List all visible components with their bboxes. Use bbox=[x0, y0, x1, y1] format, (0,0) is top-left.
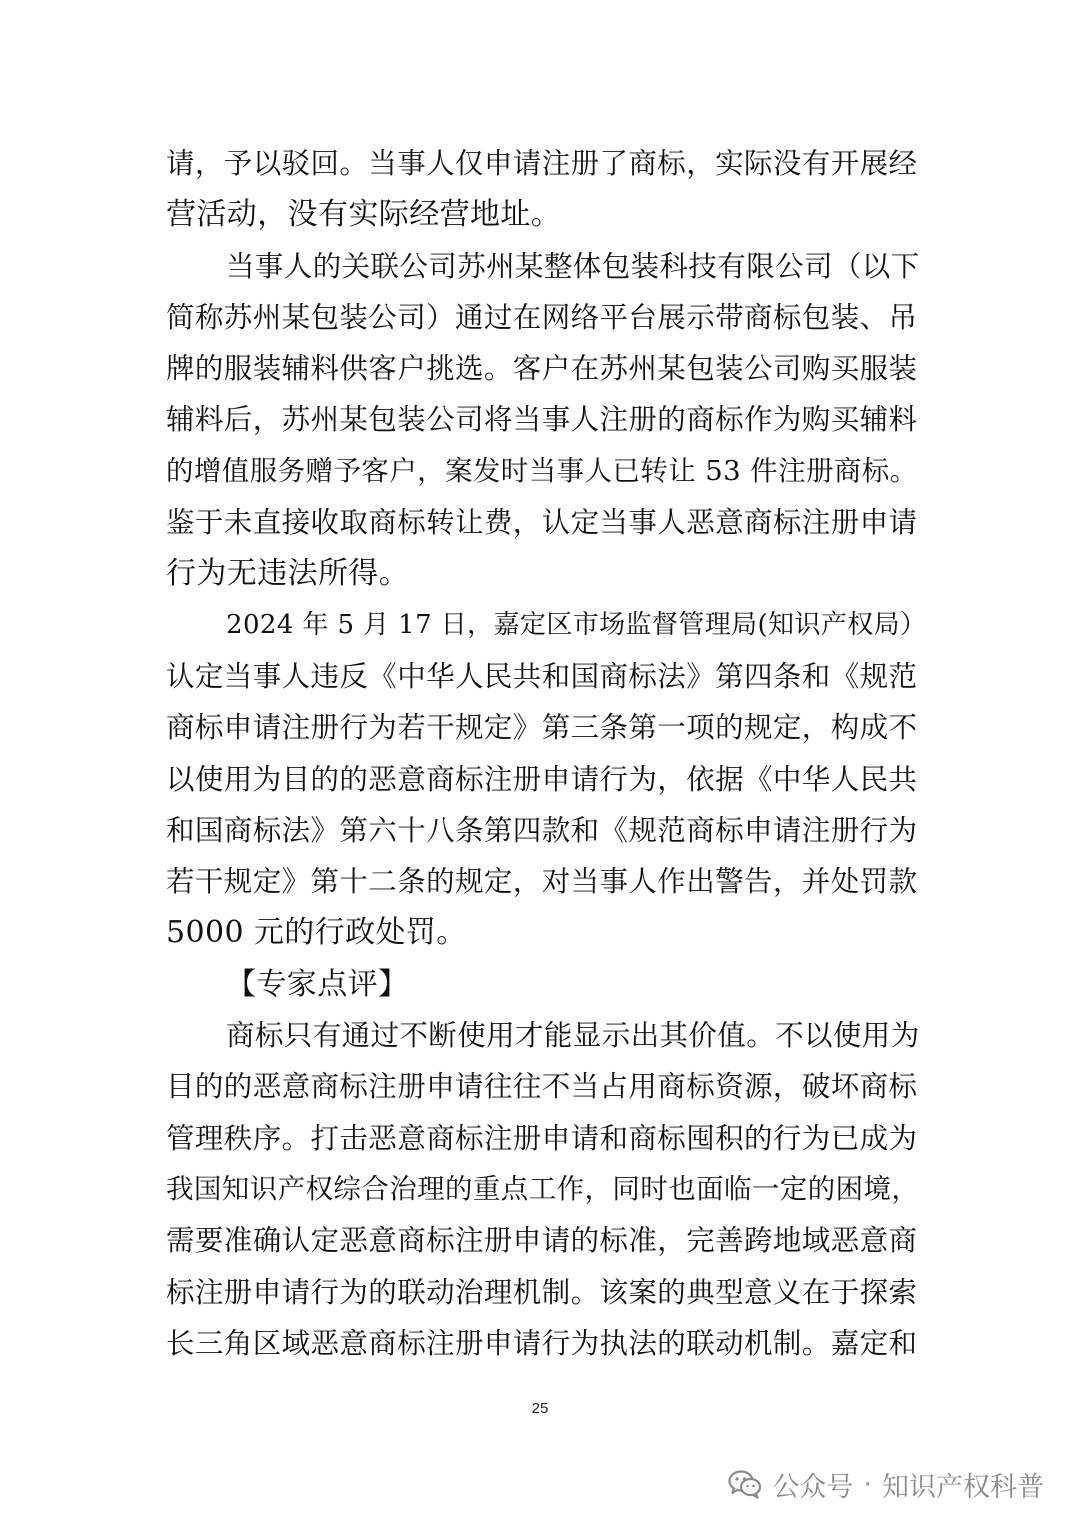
watermark bbox=[728, 1462, 1044, 1506]
watermark-prefix: 公众号 bbox=[772, 1471, 854, 1503]
text-line: 牌的服装辅料供客户挑选。客户在苏州某包装公司购买服装 bbox=[166, 352, 918, 386]
text-line: 【专家点评】 bbox=[226, 966, 409, 1002]
page-number: 25 bbox=[531, 1400, 549, 1417]
text-line: 长三角区域恶意商标注册申请行为执法的联动机制。嘉定和 bbox=[166, 1326, 918, 1360]
text-line: 以使用为目的的恶意商标注册申请行为，依据《中华人民共 bbox=[166, 762, 918, 796]
text-line: 辅料后，苏州某包装公司将当事人注册的商标作为购买辅料 bbox=[166, 403, 918, 437]
text-line: 认定当事人违反《中华人民共和国商标法》第四条和《规范 bbox=[166, 659, 918, 693]
document-body bbox=[166, 138, 926, 1369]
text-line: 2024 年 5 月 17 日，嘉定区市场监督管理局(知识产权局） bbox=[226, 609, 927, 640]
text-line: 营活动，没有实际经营地址。 bbox=[166, 197, 562, 233]
text-line: 管理秩序。打击恶意商标注册申请和商标囤积的行为已成为 bbox=[166, 1121, 918, 1155]
text-line: 和国商标法》第六十八条第四款和《规范商标申请注册行为 bbox=[166, 813, 918, 847]
text-line: 当事人的关联公司苏州某整体包装科技有限公司（以下 bbox=[226, 249, 920, 283]
text-line: 商标申请注册行为若干规定》第三条第一项的规定，构成不 bbox=[166, 711, 918, 745]
text-line: 商标只有通过不断使用才能显示出其价值。不以使用为 bbox=[226, 1019, 920, 1053]
text-line: 若干规定》第十二条的规定，对当事人作出警告，并处罚款 bbox=[166, 865, 918, 899]
text-line: 鉴于未直接收取商标转让费，认定当事人恶意商标注册申请 bbox=[166, 506, 918, 540]
watermark-separator: · bbox=[863, 1468, 872, 1500]
text-line: 行为无违法所得。 bbox=[166, 556, 410, 592]
watermark-account: 知识产权科普 bbox=[882, 1471, 1044, 1503]
text-line: 的增值服务赠予客户，案发时当事人已转让 53 件注册商标。 bbox=[166, 454, 918, 487]
text-line: 标注册申请行为的联动治理机制。该案的典型意义在于探索 bbox=[166, 1275, 918, 1309]
text-line: 简称苏州某包装公司）通过在网络平台展示带商标包装、吊 bbox=[166, 300, 918, 334]
text-line: 请，予以驳回。当事人仅申请注册了商标，实际没有开展经 bbox=[166, 147, 918, 180]
wechat-icon bbox=[728, 1469, 762, 1499]
text-line: 5000 元的行政处罚。 bbox=[166, 915, 467, 951]
text-line: 我国知识产权综合治理的重点工作，同时也面临一定的困境， bbox=[166, 1172, 920, 1205]
text-line: 目的的恶意商标注册申请往往不当占用商标资源，破坏商标 bbox=[166, 1070, 918, 1104]
text-line: 需要准确认定恶意商标注册申请的标准，完善跨地域恶意商 bbox=[166, 1224, 918, 1258]
